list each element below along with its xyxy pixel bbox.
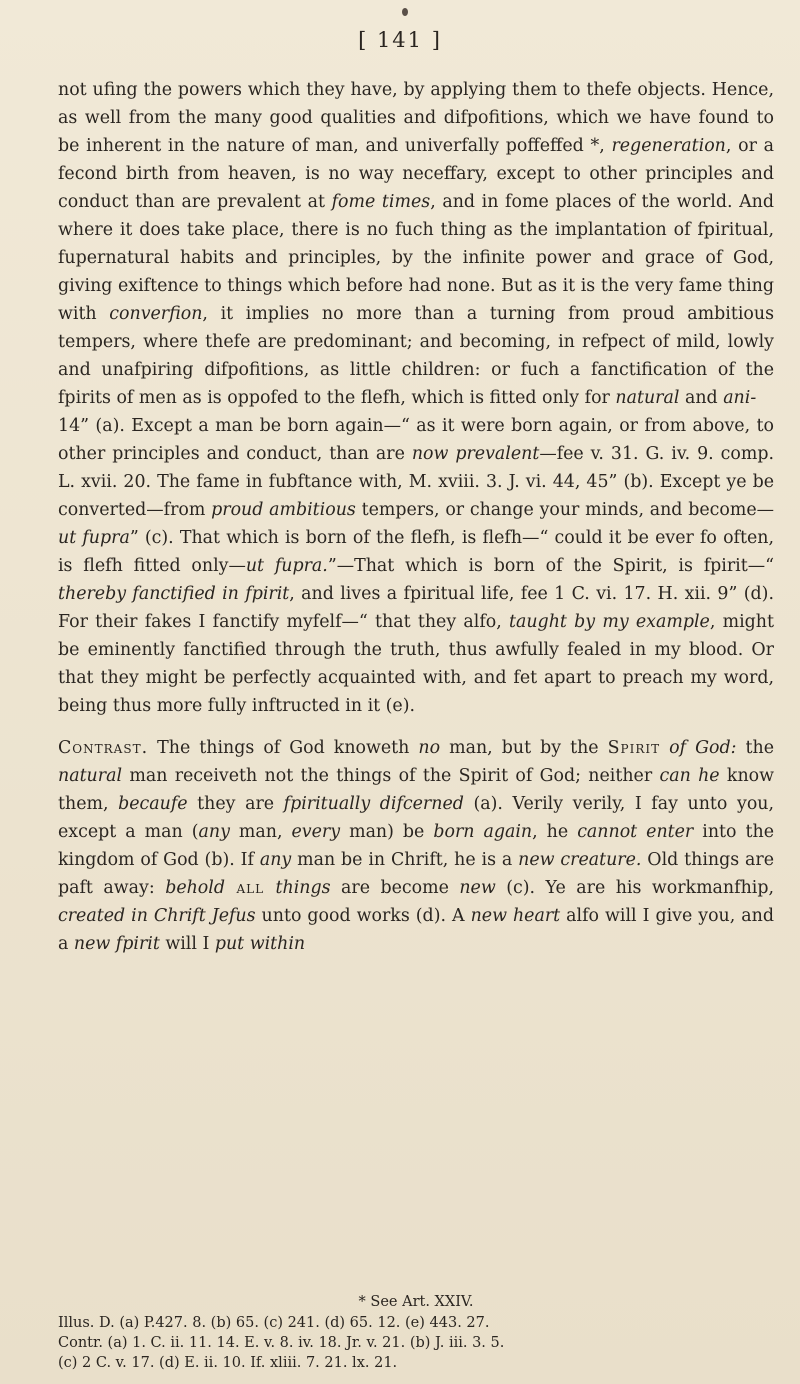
footnote: * See Art. XXIV. xyxy=(358,1294,474,1310)
reference-line: Illus. D. (a) P.427. 8. (b) 65. (c) 241. (d) 65. 12. (e) 443. 27. xyxy=(58,1315,490,1331)
page-number: [ 141 ] xyxy=(358,28,442,52)
ink-mark xyxy=(402,8,408,16)
contrast-paragraph: Contrast. The things of God knoweth no man, but by the Spirit of God: the natural man receiveth not the things of the Spirit of God; neither can he know them, becaufe they are fpiritually difcerned (a). Verily verily, I fay unto you, except a man (any man, every man) be born again, he cannot enter into the kingdom of God (b). If any man be in Chrift, he is a new creature. Old things are paft away: behold all things are become new (c). Ye are his workmanfhip, created in Chrift Jefus unto good works (d). A new heart alfo will I give you, and a new fpirit will I put within xyxy=(58,738,775,954)
reference-notes xyxy=(58,1313,774,1373)
contrast-label: Contrast. xyxy=(58,738,149,758)
reference-line: Contr. (a) 1. C. ii. 11. 14. E. v. 8. iv. 18. Jr. v. 21. (b) J. iii. 3. 5. xyxy=(58,1335,505,1351)
paragraph-1: not ufing the powers which they have, by applying them to thefe objects. Hence, as well from the many good qualities and difpofitions, which we have found to be inherent in the nature of man, and univerfally poffeffed *, regeneration, or a fecond birth from heaven, is no way neceffary, except to other principles and conduct than are prevalent at fome times, and in fome places of the world. And where it does take place, there is no fuch thing as the implantation of fpiritual, fupernatural habits and principles, by the infinite power and grace of God, giving exiftence to things which before had none. But as it is the very fame thing with converfion, it implies no more than a turning from proud ambitious tempers, where thefe are predominant; and becoming, in refpect of mild, lowly and unafpiring difpofitions, as little children: or fuch a fanctification of the fpirits of men as is oppofed to the flefh, which is fitted only for natural and ani- xyxy=(58,80,775,408)
main-text xyxy=(58,76,774,958)
reference-line: (c) 2 C. v. 17. (d) E. ii. 10. If. xliii. 7. 21. lx. 21. xyxy=(58,1355,398,1371)
paragraph-2: 14” (a). Except a man be born again—“ as it were born again, or from above, to other principles and conduct, than are now prevalent—fee v. 31. G. iv. 9. comp. L. xvii. 20. The fame in fubftance with, M. xviii. 3. J. vi. 44, 45” (b). Except ye be converted—from proud ambitious tempers, or change your minds, and become—ut fupra” (c). That which is born of the flefh, is flefh—“ could it be ever fo often, is flefh fitted only—ut fupra.”—That which is born of the Spirit, is fpirit—“ thereby fanctified in fpirit, and lives a fpiritual life, fee 1 C. vi. 17. H. xii. 9” (d). For their fakes I fanctify myfelf—“ that they alfo, taught by my example, might be eminently fanctified through the truth, thus awfully fealed in my blood. Or that they might be perfectly acquainted with, and fet apart to preach my word, being thus more fully inftructed in it (e). xyxy=(58,416,774,716)
